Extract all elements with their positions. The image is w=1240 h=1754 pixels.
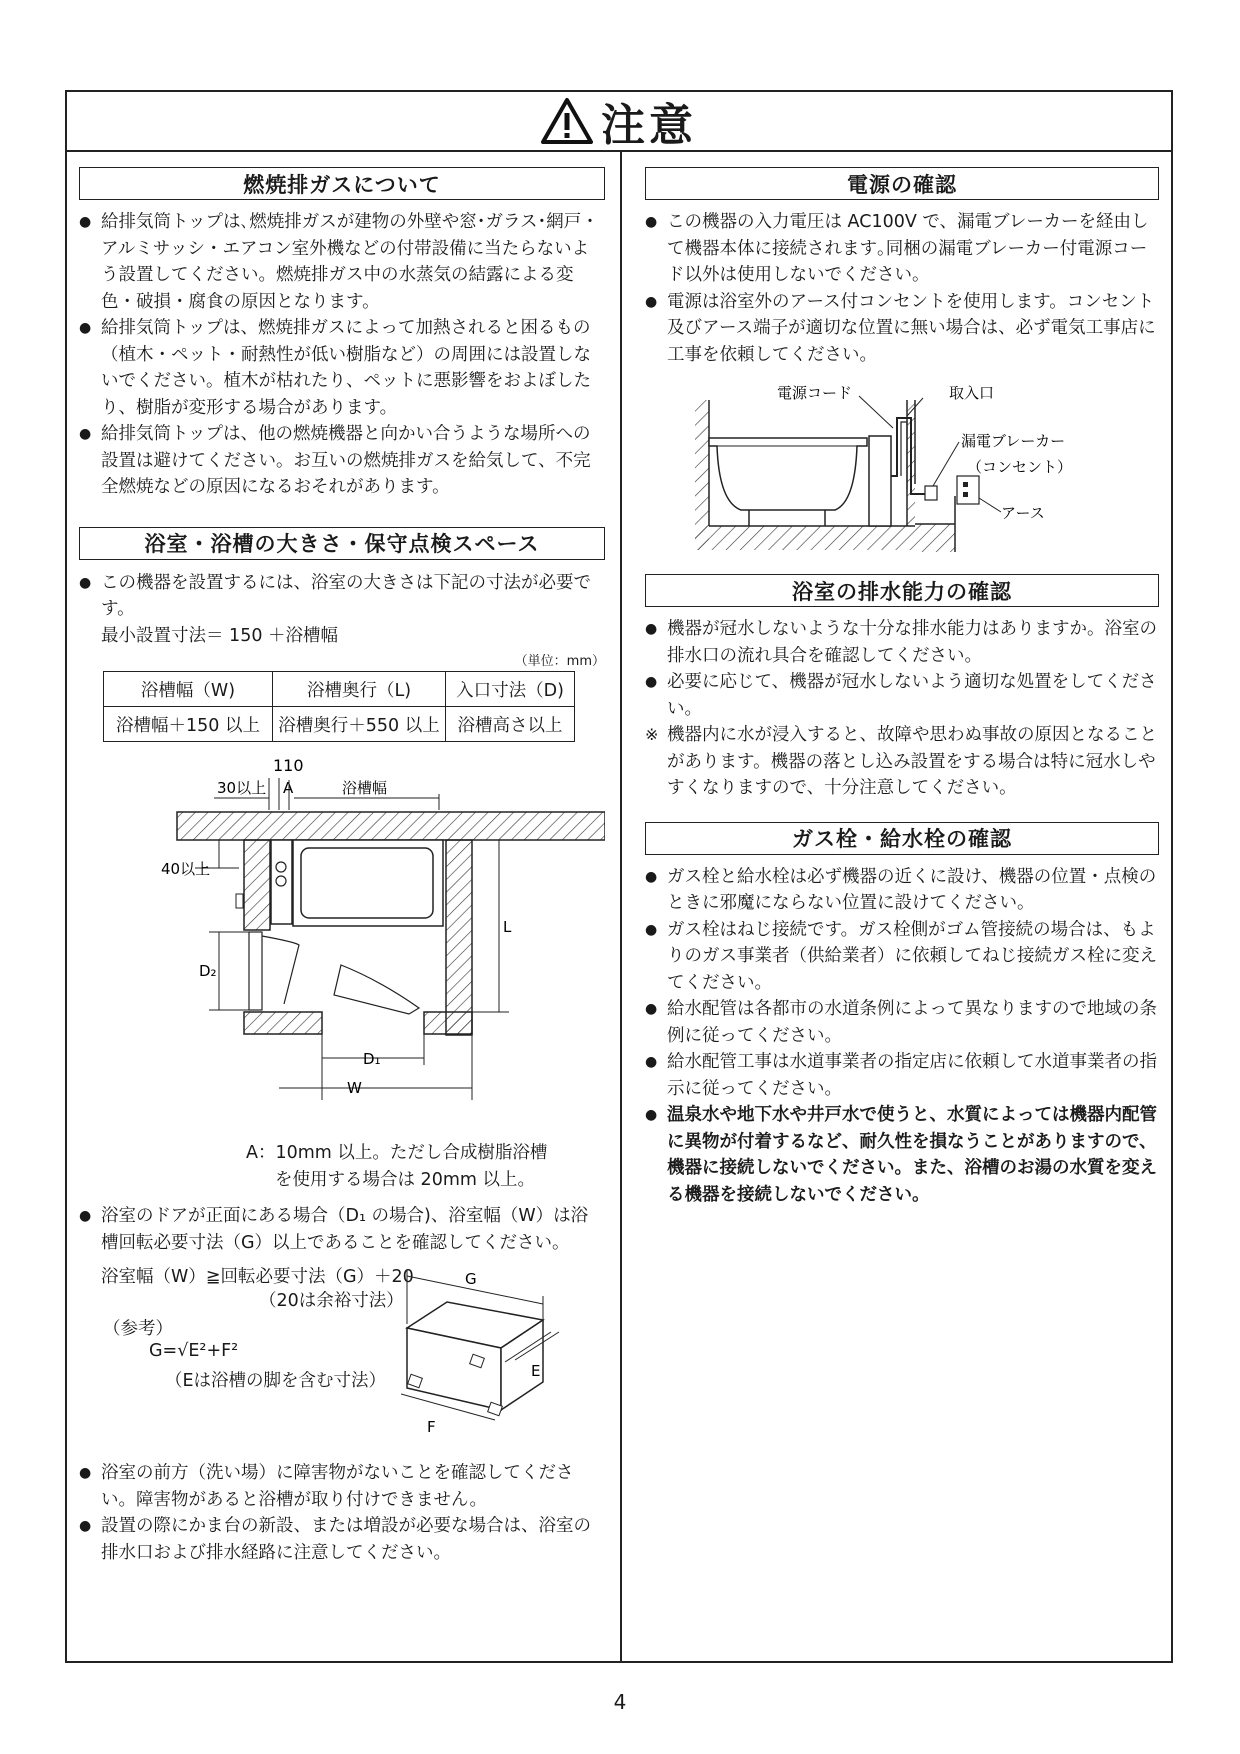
dim-110: 110 bbox=[273, 756, 304, 775]
list-item: ● 給水配管工事は水道事業者の指定店に依頼して水道事業者の指示に従ってください。 bbox=[645, 1049, 1159, 1102]
list-item: ● この機器を設置するには、浴室の大きさは下記の寸法が必要です。 bbox=[79, 570, 605, 623]
table-cell: 浴槽幅＋150 以上 bbox=[104, 707, 273, 742]
label-inlet: 取入口 bbox=[949, 384, 995, 402]
caution-frame bbox=[65, 90, 1173, 1663]
label-g: G bbox=[465, 1270, 477, 1288]
list-item: ● 必要に応じて、機器が冠水しないよう適切な処置をしてください。 bbox=[645, 669, 1159, 722]
drainage-list bbox=[645, 616, 1159, 802]
bathroom-size-list bbox=[79, 570, 605, 623]
power-list bbox=[645, 209, 1159, 368]
formula-line2: （20は余裕寸法） bbox=[259, 1291, 404, 1311]
door-list bbox=[79, 1203, 605, 1256]
list-item: ● ガス栓と給水栓は必ず機器の近くに設け、機器の位置・点検のときに邪魔にならない位置に設けてください。 bbox=[645, 864, 1159, 917]
section-heading-valves: ガス栓・給水栓の確認 bbox=[645, 822, 1159, 855]
list-item: ● ガス栓はねじ接続です。ガス栓側がゴム管接続の場合は、もよりのガス事業者（供給業者）に依頼してねじ接続ガス栓に変えてください。 bbox=[645, 917, 1159, 997]
exhaust-list bbox=[79, 209, 605, 501]
list-item: ● 浴室のドアが正面にある場合（D₁ の場合)、浴室幅（W）は浴槽回転必要寸法（G）以上であることを確認してください。 bbox=[79, 1203, 605, 1256]
list-item: ● 給排気筒トップは、他の燃焼機器と向かい合うような場所への設置は避けてください。お互いの燃焼排ガスを給気して、不完全燃焼などの原因になるおそれがあります。 bbox=[79, 421, 605, 501]
e-note: （Eは浴槽の脚を含む寸法） bbox=[165, 1371, 387, 1391]
tub-rotation-sketch bbox=[401, 1264, 601, 1460]
section-heading-exhaust: 燃焼排ガスについて bbox=[79, 167, 605, 200]
dim-l: L bbox=[503, 918, 512, 936]
power-diagram bbox=[645, 376, 1159, 560]
label-breaker: 漏電ブレーカー bbox=[961, 432, 1066, 450]
list-item: ● 機器が冠水しないような十分な排水能力はありますか。浴室の排水口の流れ具合を確認してください。 bbox=[645, 616, 1159, 669]
bathroom-plan-diagram bbox=[79, 750, 605, 1140]
label-earth: アース bbox=[1001, 504, 1045, 522]
obstacle-list bbox=[79, 1460, 605, 1566]
dim-40: 40以上 bbox=[161, 860, 211, 878]
caution-header bbox=[67, 92, 1171, 152]
page-title: 注意 bbox=[601, 100, 697, 151]
section-heading-power: 電源の確認 bbox=[645, 167, 1159, 200]
dim-w: W bbox=[347, 1079, 362, 1097]
list-item: ● この機器の入力電圧は AC100V で、漏電ブレーカーを経由して機器本体に接続されます｡同梱の漏電ブレーカー付電源コード以外は使用しないでください。 bbox=[645, 209, 1159, 289]
list-item: ● 設置の際にかま台の新設、または増設が必要な場合は、浴室の排水口および排水経路に注意してください。 bbox=[79, 1513, 605, 1566]
table-cell: 浴槽奥行＋550 以上 bbox=[273, 707, 446, 742]
column-divider bbox=[620, 152, 622, 1663]
list-item: ● 浴室の前方（洗い場）に障害物がないことを確認してください。障害物があると浴槽が取り付けできません。 bbox=[79, 1460, 605, 1513]
label-e: E bbox=[531, 1362, 541, 1380]
list-item: ● 給排気筒トップは、燃焼排ガスによって加熱されると困るもの（植木・ペット・耐熱性が低い樹脂など）の周囲には設置しないでください。植木が枯れたり、ペットに悪影響をおよぼしたり、樹脂が変形する場合があります。 bbox=[79, 315, 605, 421]
warning-icon bbox=[541, 97, 593, 145]
valves-list bbox=[645, 864, 1159, 1209]
section-heading-drainage: 浴室の排水能力の確認 bbox=[645, 574, 1159, 607]
list-item: ● 給水配管は各都市の水道条例によって異なりますので地域の条例に従ってください。 bbox=[645, 996, 1159, 1049]
dim-30: 30以上 bbox=[217, 779, 267, 797]
label-power-cord: 電源コード bbox=[777, 384, 853, 402]
dim-d2: D₂ bbox=[199, 962, 217, 980]
section-heading-bathroom-size: 浴室・浴槽の大きさ・保守点検スペース bbox=[79, 527, 605, 560]
table-header-cell: 浴槽幅（W) bbox=[104, 672, 273, 707]
formula-line1: 浴室幅（W）≧回転必要寸法（G）＋20 bbox=[101, 1267, 414, 1287]
min-dimension: 最小設置寸法＝ 150 ＋浴槽幅 bbox=[101, 625, 339, 646]
warning-item: ● 温泉水や地下水や井戸水で使うと、水質によっては機器内配管に異物が付着するなど、耐久性を損なうことがありますので、機器に接続しないでください。また、浴槽のお湯の水質を変える機器を接続しないでください。 bbox=[645, 1102, 1159, 1208]
table-cell: 浴槽高さ以上 bbox=[446, 707, 575, 742]
note-a-line2: を使用する場合は 20mm 以上。 bbox=[275, 1169, 535, 1190]
dimension-table bbox=[103, 671, 575, 742]
list-item: ● 電源は浴室外のアース付コンセントを使用します。コンセント及びアース端子が適切な位置に無い場合は、必ず電気工事店に工事を依頼してください。 bbox=[645, 289, 1159, 369]
reference-label: （参考） bbox=[103, 1319, 173, 1339]
list-item: ● 給排気筒トップは､燃焼排ガスが建物の外壁や窓･ガラス･網戸・アルミサッシ・エアコン室外機などの付帯設備に当たらないよう設置してください。燃焼排ガス中の水蒸気の結露による変色・破損・腐食の原因となります。 bbox=[79, 209, 605, 315]
page-number: 4 bbox=[613, 1690, 627, 1714]
dim-a: A bbox=[283, 779, 294, 797]
label-outlet: （コンセント） bbox=[967, 458, 1073, 476]
g-formula: G=√E²+F² bbox=[149, 1341, 239, 1361]
unit-label: （単位：mm） bbox=[514, 654, 605, 669]
table-header-cell: 入口寸法（D) bbox=[446, 672, 575, 707]
dim-d1: D₁ bbox=[363, 1050, 381, 1068]
table-header-cell: 浴槽奥行（L) bbox=[273, 672, 446, 707]
note-item: ※ 機器内に水が浸入すると、故障や思わぬ事故の原因となることがあります。機器の落とし込み設置をする場合は特に冠水しやすくなりますので、十分注意してください。 bbox=[645, 722, 1159, 802]
rotation-figure bbox=[79, 1264, 605, 1460]
table-header-row bbox=[104, 672, 575, 707]
table-row bbox=[104, 707, 575, 742]
label-f: F bbox=[427, 1418, 436, 1436]
note-a-line1: A：10mm 以上。ただし合成樹脂浴槽 bbox=[246, 1143, 548, 1163]
dim-tub-width: 浴槽幅 bbox=[342, 779, 388, 797]
left-column bbox=[79, 167, 605, 1566]
right-column bbox=[645, 167, 1159, 1208]
